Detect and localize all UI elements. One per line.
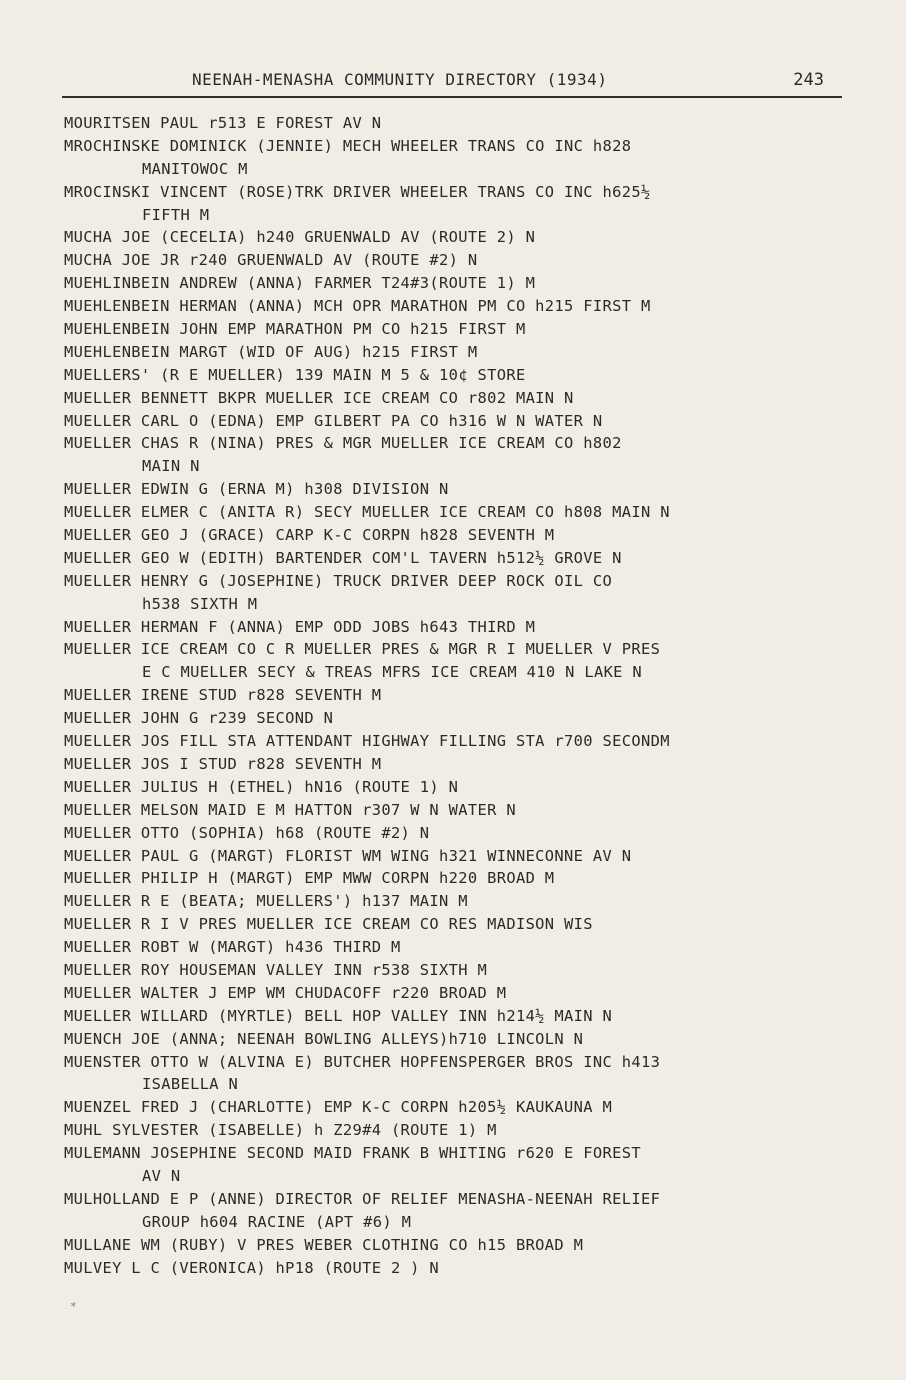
entry-line: MUELLER JULIUS H (ETHEL) hN16 (ROUTE 1) N bbox=[64, 777, 459, 796]
entry-continuation: ISABELLA N bbox=[142, 1075, 239, 1094]
directory-entry bbox=[64, 1119, 854, 1142]
entry-line: MUCHA JOE JR r240 GRUENWALD AV (ROUTE #2) N bbox=[64, 251, 478, 270]
entry-line: MUELLER HERMAN F (ANNA) EMP ODD JOBS h643 THIRD M bbox=[64, 617, 536, 636]
directory-entry bbox=[64, 318, 854, 341]
entry-line: MUEHLENBEIN MARGT (WID OF AUG) h215 FIRST M bbox=[64, 342, 478, 361]
entry-line: MUELLER CARL O (EDNA) EMP GILBERT PA CO h316 W N WATER N bbox=[64, 411, 603, 430]
entry-line: MROCHINSKE DOMINICK (JENNIE) MECH WHEELER TRANS CO INC h828 bbox=[64, 136, 632, 155]
directory-entry bbox=[64, 1051, 854, 1097]
entry-line: MUENZEL FRED J (CHARLOTTE) EMP K-C CORPN h205½ KAUKAUNA M bbox=[64, 1098, 613, 1117]
entry-continuation: MAIN N bbox=[142, 457, 200, 476]
entry-line: MUELLER ROY HOUSEMAN VALLEY INN r538 SIXTH M bbox=[64, 960, 488, 979]
directory-entry bbox=[64, 1234, 854, 1257]
directory-entry bbox=[64, 799, 854, 822]
entry-continuation: E C MUELLER SECY & TREAS MFRS ICE CREAM 410 N LAKE N bbox=[142, 663, 643, 682]
directory-entry bbox=[64, 387, 854, 410]
directory-entry bbox=[64, 684, 854, 707]
entry-line: MUELLER PAUL G (MARGT) FLORIST WM WING h321 WINNECONNE AV N bbox=[64, 846, 632, 865]
entry-line: MUELLER BENNETT BKPR MUELLER ICE CREAM CO r802 MAIN N bbox=[64, 388, 574, 407]
directory-entry bbox=[64, 501, 854, 524]
directory-entry bbox=[64, 913, 854, 936]
entry-line: MUELLER JOHN G r239 SECOND N bbox=[64, 709, 334, 728]
entry-line: MULVEY L C (VERONICA) hP18 (ROUTE 2 ) N bbox=[64, 1258, 440, 1277]
directory-entry bbox=[64, 135, 854, 181]
entry-continuation: GROUP h604 RACINE (APT #6) M bbox=[142, 1212, 412, 1231]
directory-entry bbox=[64, 982, 854, 1005]
directory-entry bbox=[64, 524, 854, 547]
entry-line: MUELLER ROBT W (MARGT) h436 THIRD M bbox=[64, 938, 401, 957]
entry-line: MUELLER R E (BEATA; MUELLERS') h137 MAIN M bbox=[64, 892, 468, 911]
directory-entry bbox=[64, 432, 854, 478]
directory-entry bbox=[64, 364, 854, 387]
entry-line: MULEMANN JOSEPHINE SECOND MAID FRANK B WHITING r620 E FOREST bbox=[64, 1144, 641, 1163]
entry-continuation: AV N bbox=[142, 1166, 181, 1185]
directory-entry bbox=[64, 959, 854, 982]
directory-entry bbox=[64, 1028, 854, 1051]
entry-line: MUEHLENBEIN HERMAN (ANNA) MCH OPR MARATHON PM CO h215 FIRST M bbox=[64, 297, 651, 316]
entry-line: MUCHA JOE (CECELIA) h240 GRUENWALD AV (ROUTE 2) N bbox=[64, 228, 536, 247]
directory-entry bbox=[64, 1257, 854, 1280]
entry-line: MUELLER EDWIN G (ERNA M) h308 DIVISION N bbox=[64, 480, 449, 499]
page-header bbox=[62, 66, 842, 98]
entry-continuation: h538 SIXTH M bbox=[142, 594, 258, 613]
directory-entry bbox=[64, 638, 854, 684]
directory-entry bbox=[64, 112, 854, 135]
entry-line: MUEHLINBEIN ANDREW (ANNA) FARMER T24#3(ROUTE 1) M bbox=[64, 274, 536, 293]
entry-line: MULHOLLAND E P (ANNE) DIRECTOR OF RELIEF MENASHA-NEENAH RELIEF bbox=[64, 1189, 661, 1208]
entry-line: MUELLER CHAS R (NINA) PRES & MGR MUELLER ICE CREAM CO h802 bbox=[64, 434, 622, 453]
entry-line: MUHL SYLVESTER (ISABELLE) h Z29#4 (ROUTE 1) M bbox=[64, 1121, 497, 1140]
directory-entry bbox=[64, 753, 854, 776]
directory-entry bbox=[64, 478, 854, 501]
entry-line: MUELLER HENRY G (JOSEPHINE) TRUCK DRIVER DEEP ROCK OIL CO bbox=[64, 571, 613, 590]
entry-line: MUELLER R I V PRES MUELLER ICE CREAM CO RES MADISON WIS bbox=[64, 915, 593, 934]
directory-entry bbox=[64, 249, 854, 272]
directory-entry bbox=[64, 226, 854, 249]
entry-line: MUELLER JOS I STUD r828 SEVENTH M bbox=[64, 754, 382, 773]
directory-entry bbox=[64, 181, 854, 227]
directory-title: NEENAH-MENASHA COMMUNITY DIRECTORY (1934) bbox=[192, 70, 608, 89]
directory-entry bbox=[64, 295, 854, 318]
entry-line: MUELLER WALTER J EMP WM CHUDACOFF r220 BROAD M bbox=[64, 983, 507, 1002]
directory-entry bbox=[64, 867, 854, 890]
entry-line: MUELLER GEO W (EDITH) BARTENDER COM'L TAVERN h512½ GROVE N bbox=[64, 548, 622, 567]
entry-line: MUELLER WILLARD (MYRTLE) BELL HOP VALLEY INN h214½ MAIN N bbox=[64, 1006, 613, 1025]
entry-line: MUELLER PHILIP H (MARGT) EMP MWW CORPN h220 BROAD M bbox=[64, 869, 555, 888]
directory-entry bbox=[64, 936, 854, 959]
directory-entry bbox=[64, 341, 854, 364]
directory-entry bbox=[64, 547, 854, 570]
entry-line: MUELLER ICE CREAM CO C R MUELLER PRES & MGR R I MUELLER V PRES bbox=[64, 640, 661, 659]
entry-continuation: MANITOWOC M bbox=[142, 159, 248, 178]
directory-entries bbox=[64, 112, 854, 1279]
entry-line: MROCINSKI VINCENT (ROSE)TRK DRIVER WHEELER TRANS CO INC h625½ bbox=[64, 182, 651, 201]
entry-line: MOURITSEN PAUL r513 E FOREST AV N bbox=[64, 114, 382, 132]
directory-entry bbox=[64, 1005, 854, 1028]
entry-line: MUELLER MELSON MAID E M HATTON r307 W N WATER N bbox=[64, 800, 516, 819]
directory-entry bbox=[64, 616, 854, 639]
entry-line: MULLANE WM (RUBY) V PRES WEBER CLOTHING CO h15 BROAD M bbox=[64, 1235, 584, 1254]
directory-entry bbox=[64, 1142, 854, 1188]
entry-line: MUELLER ELMER C (ANITA R) SECY MUELLER ICE CREAM CO h808 MAIN N bbox=[64, 503, 670, 522]
directory-entry bbox=[64, 1188, 854, 1234]
entry-line: MUENCH JOE (ANNA; NEENAH BOWLING ALLEYS)h710 LINCOLN N bbox=[64, 1029, 584, 1048]
entry-line: MUEHLENBEIN JOHN EMP MARATHON PM CO h215 FIRST M bbox=[64, 320, 526, 339]
directory-entry bbox=[64, 890, 854, 913]
entry-continuation: FIFTH M bbox=[142, 205, 210, 224]
directory-entry bbox=[64, 776, 854, 799]
entry-line: MUELLER JOS FILL STA ATTENDANT HIGHWAY FILLING STA r700 SECONDM bbox=[64, 732, 670, 751]
directory-entry bbox=[64, 845, 854, 868]
directory-entry bbox=[64, 1096, 854, 1119]
entry-line: MUELLER IRENE STUD r828 SEVENTH M bbox=[64, 686, 382, 705]
entry-line: MUELLER OTTO (SOPHIA) h68 (ROUTE #2) N bbox=[64, 823, 430, 842]
smudge-mark: * bbox=[70, 1300, 77, 1313]
entry-line: MUELLERS' (R E MUELLER) 139 MAIN M 5 & 10¢ STORE bbox=[64, 365, 526, 384]
entry-line: MUENSTER OTTO W (ALVINA E) BUTCHER HOPFENSPERGER BROS INC h413 bbox=[64, 1052, 661, 1071]
directory-entry bbox=[64, 730, 854, 753]
directory-entry bbox=[64, 822, 854, 845]
entry-line: MUELLER GEO J (GRACE) CARP K-C CORPN h828 SEVENTH M bbox=[64, 526, 555, 545]
directory-entry bbox=[64, 410, 854, 433]
page-number: 243 bbox=[793, 70, 824, 90]
directory-entry bbox=[64, 570, 854, 616]
directory-entry bbox=[64, 707, 854, 730]
directory-entry bbox=[64, 272, 854, 295]
